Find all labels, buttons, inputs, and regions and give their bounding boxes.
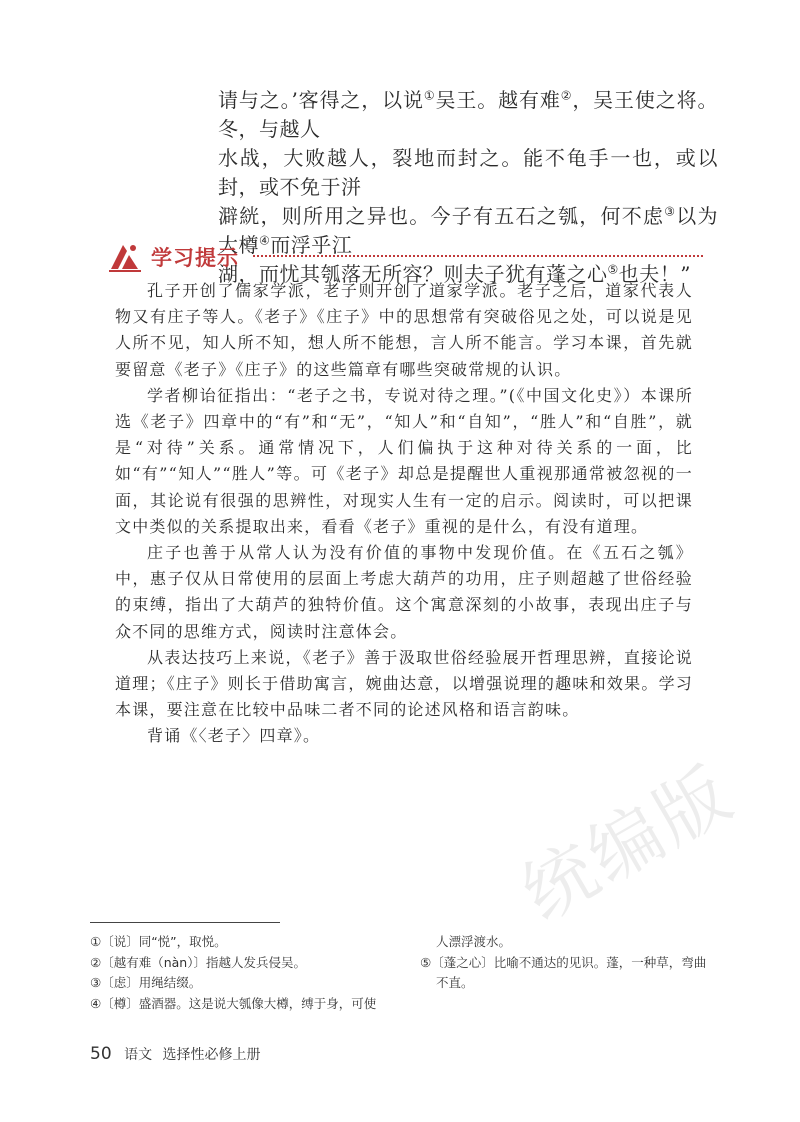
tips-paragraph: 庄子也善于从常人认为没有价值的事物中发现价值。在《五石之瓠》中，惠子仅从日常使用的层面上考虑大葫芦的功用，庄子则超越了世俗经验的束缚，指出了大葫芦的独特价值。这个寓意深刻的小故事，表现出庄子与众不同的思维方式，阅读时注意体会。	[115, 543, 693, 641]
dotted-divider	[253, 255, 703, 257]
section-title: 学习提示	[151, 246, 239, 270]
footnote-mark[interactable]: ④	[259, 233, 271, 248]
footnote-mark[interactable]: ②	[560, 88, 573, 103]
main-line: 请与之。’客得之，以说①吴王。越有难②，吴王使之将。冬，与越人	[218, 88, 718, 141]
footnote-mark[interactable]: ③	[664, 204, 677, 219]
footnote: ②〔越有难（nàn）〕指越人发兵侵吴。	[90, 954, 306, 970]
footnotes-left	[90, 932, 390, 1014]
study-tips-body	[115, 278, 693, 750]
footnote-mark[interactable]: ⑤	[607, 262, 619, 277]
footnote: ④〔樽〕盛酒器。这是说大瓠像大樽，缚于身，可使	[90, 995, 377, 1011]
main-line: 湖，而忧其瓠落无所容？则夫子犹有蓬之心⑤也夫！”	[218, 262, 691, 286]
tips-paragraph: 从表达技巧上来说，《老子》善于汲取世俗经验展开哲理思辨，直接论说道理；《庄子》则长于借助寓言，婉曲达意，以增强说理的趣味和效果。学习本课，要注意在比较中品味二者不同的论述风格和语言韵味。	[115, 647, 694, 720]
book-title: 选择性必修上册	[162, 1047, 261, 1063]
study-tips-icon	[107, 238, 143, 274]
footnote-mark[interactable]: ①	[423, 88, 436, 103]
watermark: 统编版	[508, 749, 748, 937]
footnote: ①〔说〕同“悦”，取悦。	[90, 934, 227, 949]
section-header	[107, 238, 707, 277]
tips-paragraph: 背诵《〈老子〉四章》。	[147, 726, 321, 746]
tips-paragraph: 学者柳诒征指出：“老子之书，专说对待之理。”(《中国文化史》）本课所选《老子》四章中的“有”和“无”，“知人”和“自知”，“胜人”和“自胜”，就是“对待”关系。通常情况下，人们偏执于这种对待关系的一面，比如“有”“知人”“胜人”等。可《老子》却总是提醒世人重视那通常被忽视的一面，其论说有很强的思辨性，对现实人生有一定的启示。阅读时，可以把课文中类似的关系提取出来，看看《老子》重视的是什么，有没有道理。	[115, 385, 694, 536]
main-line: 澼絖，则所用之异也。今子有五石之瓠，何不虑③以为大樽④而浮乎江	[218, 204, 719, 257]
page-number: 50	[90, 1044, 112, 1064]
footnote-divider	[90, 922, 280, 923]
tips-paragraph: 孔子开创了儒家学派，老子则开创了道家学派。老子之后，道家代表人物又有庄子等人。《老子》《庄子》中的思想常有突破俗见之处，可以说是见人所不见，知人所不知，想人所不能想，言人所不能言。学习本课，首先就要留意《老子》《庄子》的这些篇章有哪些突破常规的认识。	[115, 281, 693, 379]
footnote: ⑤〔蓬之心〕比喻不通达的见识。蓬，一种草，弯曲	[420, 954, 707, 970]
main-line: 水战，大败越人，裂地而封之。能不龟手一也，或以封，或不免于洴	[218, 146, 718, 199]
page-footer	[90, 1044, 261, 1064]
footnote: 人漂浮渡水。	[436, 934, 512, 949]
footnotes-right	[420, 932, 710, 994]
subject-label: 语文	[124, 1047, 153, 1063]
footnote: 不直。	[436, 975, 474, 990]
footnote: ③〔虑〕用绳结缀。	[90, 975, 202, 990]
